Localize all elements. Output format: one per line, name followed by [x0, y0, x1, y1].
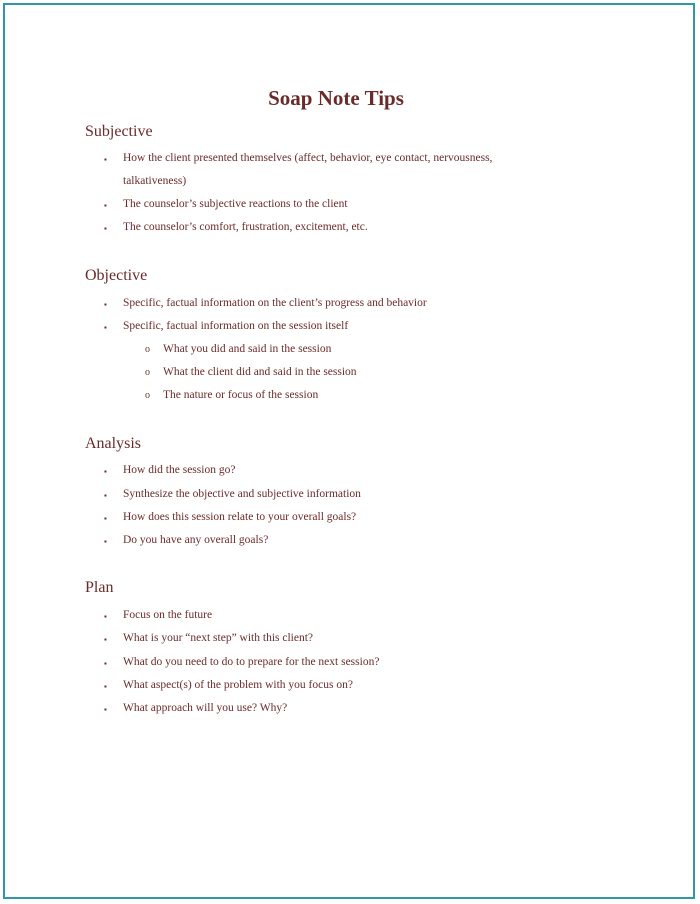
bullet-icon: ▪ — [104, 224, 107, 233]
bullet-icon: ▪ — [104, 514, 107, 523]
sub-bullet-icon: o — [145, 344, 150, 355]
bullet-icon: ▪ — [104, 659, 107, 668]
list-item: Do you have any overall goals? — [123, 534, 269, 546]
bullet-icon: ▪ — [104, 300, 107, 309]
bullet-icon: ▪ — [104, 201, 107, 210]
bullet-icon: ▪ — [104, 705, 107, 714]
list-item: Specific, factual information on the client’s progress and behavior — [123, 297, 427, 309]
bullet-icon: ▪ — [104, 467, 107, 476]
bullet-icon: ▪ — [104, 323, 107, 332]
list-item: What is your “next step” with this client? — [123, 632, 314, 644]
page-title: Soap Note Tips — [268, 86, 404, 110]
bullet-icon: ▪ — [104, 537, 107, 546]
sub-bullet-icon: o — [145, 367, 150, 378]
section-heading-objective: Objective — [85, 267, 148, 284]
list-item: What aspect(s) of the problem with you focus on? — [123, 679, 353, 691]
section-heading-subjective: Subjective — [85, 123, 153, 140]
sub-list-item: What you did and said in the session — [163, 343, 332, 355]
bullet-icon: ▪ — [104, 155, 107, 164]
section-heading-analysis: Analysis — [85, 435, 141, 452]
list-item: What do you need to do to prepare for the next session? — [123, 656, 380, 668]
list-item-continuation: talkativeness) — [123, 175, 187, 187]
list-item: Specific, factual information on the session itself — [123, 320, 349, 332]
list-item: Synthesize the objective and subjective information — [123, 488, 361, 500]
document-page — [3, 3, 695, 899]
list-item: What approach will you use? Why? — [123, 702, 288, 714]
sub-list-item: The nature or focus of the session — [163, 389, 319, 401]
list-item: How the client presented themselves (affect, behavior, eye contact, nervousness, — [123, 152, 493, 164]
bullet-icon: ▪ — [104, 612, 107, 621]
bullet-icon: ▪ — [104, 491, 107, 500]
bullet-icon: ▪ — [104, 682, 107, 691]
bullet-icon: ▪ — [104, 635, 107, 644]
section-heading-plan: Plan — [85, 579, 114, 596]
list-item: How does this session relate to your overall goals? — [123, 511, 357, 523]
sub-bullet-icon: o — [145, 390, 150, 401]
sub-list-item: What the client did and said in the session — [163, 366, 357, 378]
list-item: Focus on the future — [123, 609, 213, 621]
list-item: How did the session go? — [123, 464, 236, 476]
list-item: The counselor’s subjective reactions to the client — [123, 198, 348, 210]
list-item: The counselor’s comfort, frustration, excitement, etc. — [123, 221, 368, 233]
